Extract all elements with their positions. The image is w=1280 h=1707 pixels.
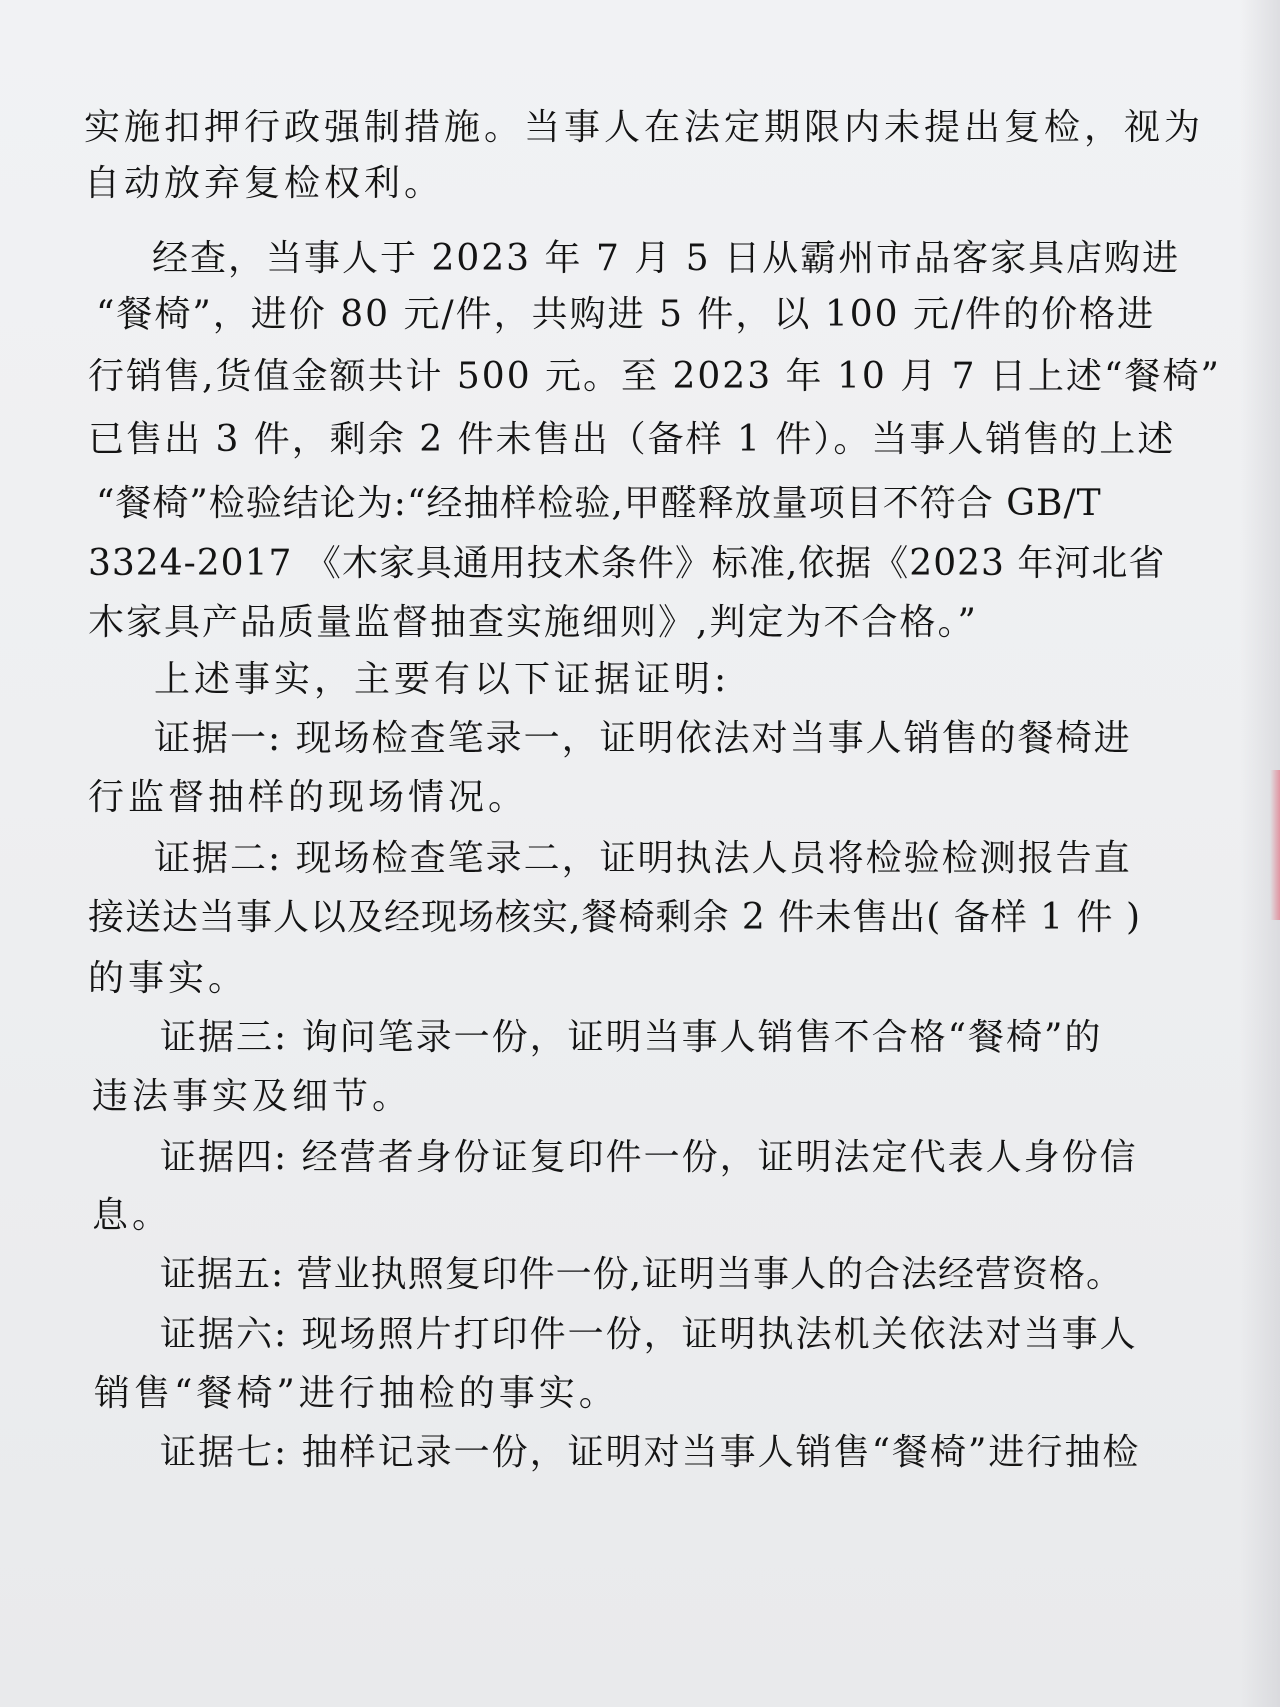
text-line: 经查，当事人于 2023 年 7 月 5 日从霸州市品客家具店购进 bbox=[152, 238, 1181, 279]
text-line: 证据五: 营业执照复印件一份,证明当事人的合法经营资格。 bbox=[160, 1254, 1124, 1295]
text-line: 自动放弃复检权利。 bbox=[84, 163, 445, 204]
text-line: 实施扣押行政强制措施。当事人在法定期限内未提出复检，视为 bbox=[84, 107, 1205, 148]
text-line: 行销售,货值金额共计 500 元。至 2023 年 10 月 7 日上述“餐椅” bbox=[88, 356, 1221, 397]
text-line: 证据二: 现场检查笔录二，证明执法人员将检验检测报告直 bbox=[154, 838, 1132, 879]
text-line: 接送达当事人以及经现场核实,餐椅剩余 2 件未售出( 备样 1 件 ) bbox=[88, 897, 1142, 938]
text-line: “餐椅”，进价 80 元/件，共购进 5 件，以 100 元/件的价格进 bbox=[96, 294, 1156, 335]
text-line: 木家具产品质量监督抽查实施细则》,判定为不合格。” bbox=[88, 602, 978, 643]
text-line: 上述事实，主要有以下证据证明: bbox=[154, 659, 731, 700]
text-line: 销售“餐椅”进行抽检的事实。 bbox=[94, 1373, 619, 1414]
text-line: 证据七: 抽样记录一份，证明对当事人销售“餐椅”进行抽检 bbox=[160, 1432, 1141, 1473]
text-line: 息。 bbox=[92, 1195, 173, 1236]
text-line: “餐椅”检验结论为:“经抽样检验,甲醛释放量项目不符合 GB/T bbox=[96, 483, 1102, 524]
text-line: 的事实。 bbox=[88, 958, 249, 999]
text-line: 违法事实及细节。 bbox=[92, 1076, 413, 1117]
text-line: 证据一: 现场检查笔录一，证明依法对当事人销售的餐椅进 bbox=[154, 718, 1132, 759]
text-line: 证据四: 经营者身份证复印件一份，证明法定代表人身份信 bbox=[160, 1137, 1138, 1178]
text-line: 3324-2017 《木家具通用技术条件》标准,依据《2023 年河北省 bbox=[88, 543, 1166, 584]
text-line: 证据三: 询问笔录一份，证明当事人销售不合格“餐椅”的 bbox=[160, 1017, 1103, 1058]
text-line: 行监督抽样的现场情况。 bbox=[88, 777, 529, 818]
text-line: 证据六: 现场照片打印件一份，证明执法机关依法对当事人 bbox=[160, 1314, 1138, 1355]
text-line: 已售出 3 件，剩余 2 件未售出（备样 1 件）。当事人销售的上述 bbox=[88, 419, 1176, 460]
